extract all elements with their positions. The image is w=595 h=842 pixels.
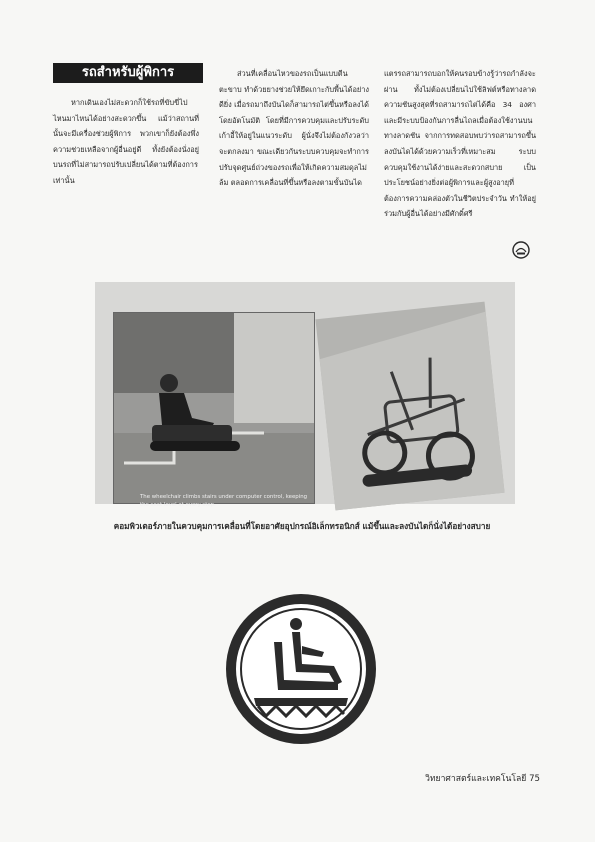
photo-inset-caption: The wheelchair climbs stairs under computer control, keeping the seat level at every step. — [140, 494, 308, 508]
stair-scene-illustration — [114, 313, 314, 503]
section-title: รถสำหรับผู้พิการ — [53, 63, 203, 83]
journal-name: วิทยาศาสตร์และเทคโนโลยี — [425, 774, 527, 784]
end-of-article-icon — [512, 241, 530, 259]
page-footer — [380, 773, 540, 785]
mechanism-drawing — [315, 302, 504, 511]
body-column-2: ส่วนที่เคลื่อนไหวของรถเป็นแบบตีนตะขาบ ทำด้วยยางช่วยให้ยึดเกาะกับพื้นได้อย่างดียิ่ง เมื่อรถมาถึงบันไดก็สามารถไต่ขึ้นหรือลงได้โดยอัตโนมัติ โดยที่มีการควบคุมและปรับระดับเก้าอี้ให้อยู่ในแนวระดับ ผู้นั่งจึงไม่ต้องกังวลว่าจะตกลงมา ขณะเดียวกันระบบควบคุมจะทำการปรับจุดศูนย์ถ่วงของรถเพื่อให้เกิดความสมดุลไม่ล้ม ตลอดการเคลื่อนที่ขึ้นหรือลงตามขั้นบันได — [219, 69, 369, 188]
stair-climbing-photo — [113, 312, 315, 508]
wheelchair-mechanism-photo — [315, 302, 504, 511]
wheelchair-logo-icon — [226, 594, 376, 744]
body-column-3: แตรรถสามารถบอกให้คนรอบข้างรู้ว่ารถกำลังจะผ่าน ทั้งไม่ต้องเปลี่ยนไปใช้ลิฟต์หรือทางลาด ความชันสูงสุดที่รถสามารถไต่ได้คือ 34 องศา และมีระบบป้องกันการลื่นไถลเมื่อต้องใช้งานบนทางลาดชัน จากการทดสอบพบว่ารถสามารถขึ้นลงบันไดได้ด้วยความเร็วที่เหมาะสม ระบบควบคุมใช้งานได้ง่ายและสะดวกสบาย เป็นประโยชน์อย่างยิ่งต่อผู้พิการและผู้สูงอายุที่ต้องการความคล่องตัวในชีวิตประจำวัน ทำให้อยู่ร่วมกับผู้อื่นได้อย่างมีศักดิ์ศรี — [384, 69, 536, 219]
figure-caption: คอมพิวเตอร์ภายในควบคุมการเคลื่อนที่โดยอาศัยอุปกรณ์อิเล็กทรอนิกส์ แม้ขึ้นและลงบันไดก็นั่งได้อย่างสบาย — [113, 521, 491, 531]
page-number: 75 — [529, 774, 540, 784]
wheelchair-photo — [95, 282, 515, 508]
body-column-1: หากเดินเองไม่สะดวกก็ใช้รถที่ขับขี่ไปไหนมาไหนได้อย่างสะดวกขึ้น แม้ว่าสถานที่นั้นจะมีเครื่องช่วยผู้พิการ พวกเขาก็ยังต้องพึ่งความช่วยเหลือจากผู้อื่นอยู่ดี ทั้งยังต้องนั่งอยู่บนรถที่ไม่สามารถปรับเปลี่ยนได้ตามที่ต้องการเท่านั้น — [53, 98, 199, 185]
